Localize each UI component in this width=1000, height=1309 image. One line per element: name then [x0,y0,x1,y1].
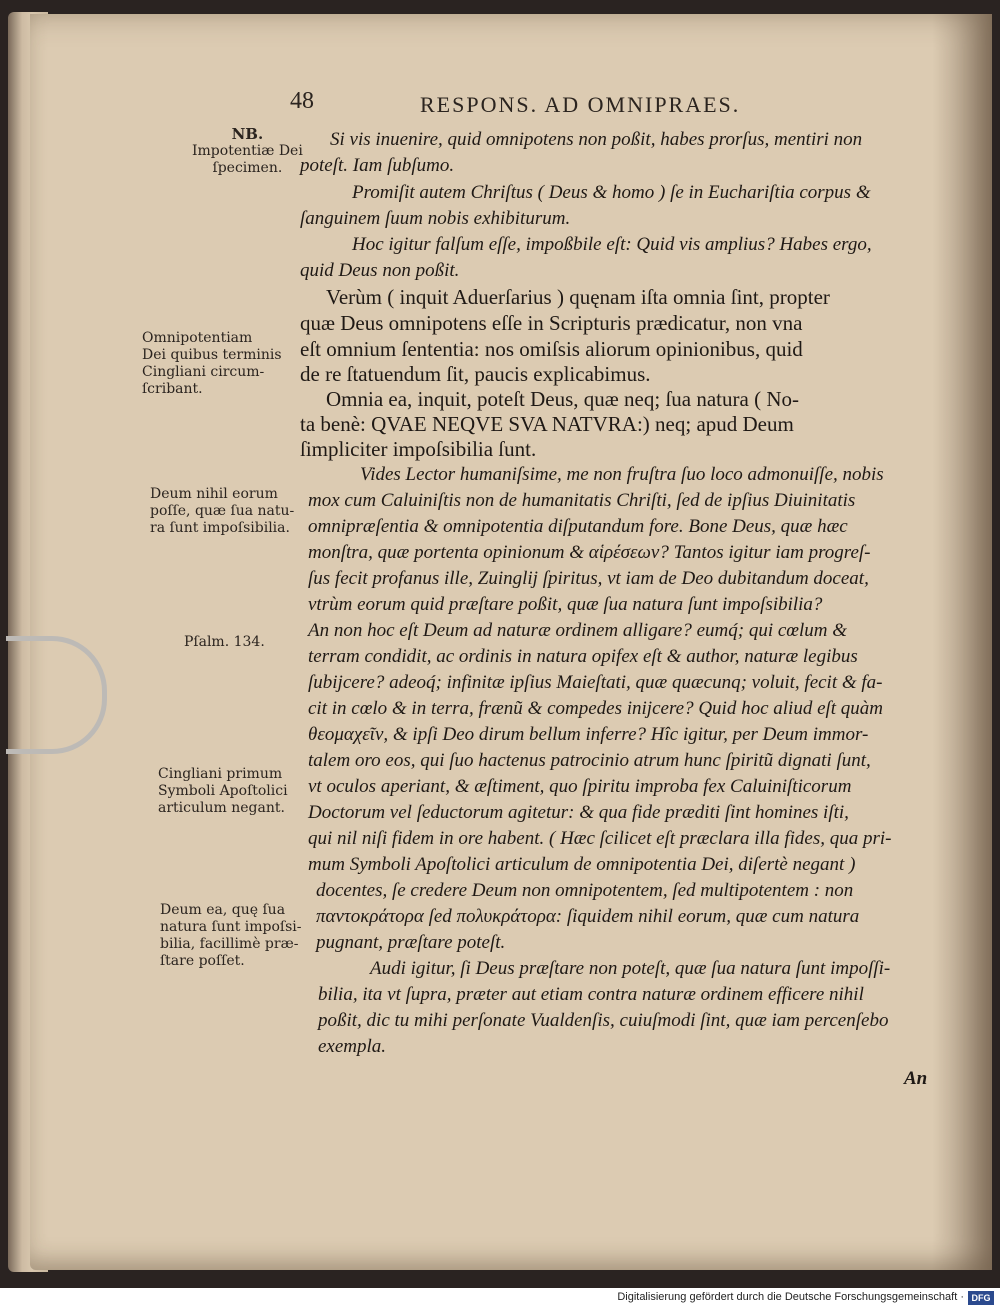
body-line: monſtra, quæ portenta opinionum & αἱρέσεων? Tantos igitur iam progreſ- [308,542,871,563]
body-line: Vides Lector humaniſsime, me non fruſtra ſuo loco admonuiſſe, nobis [360,464,884,485]
body-line: vtrùm eorum quid præſtare poßit, quæ ſua natura ſunt impoſsibilia? [308,594,823,615]
body-line: Promiſit autem Chriſtus ( Deus & homo ) ſe in Euchariſtia corpus & [352,182,871,203]
body-line: Si vis inuenire, quid omnipotens non poßit, habes prorſus, mentiri non [330,129,863,150]
body-line: de re ſtatuendum ſit, paucis explicabimus. [300,362,651,386]
digitization-footer [0,1288,1000,1309]
margin-note-line: Omnipotentiam [142,330,253,346]
body-line: θεομαχεῖν, & ipſi Deo dirum bellum inferre? Hîc igitur, per Deum immor- [308,724,869,745]
margin-note-line: poſſe, quæ ſua natu- [150,503,295,519]
body-line: quæ Deus omnipotens eſſe in Scripturis prædicatur, non vna [300,311,803,335]
body-line: παντοκράτορα ſed πολυκράτορα: ſiquidem nihil eorum, quæ cum natura [316,906,860,927]
body-line: ſus fecit profanus ille, Zuinglij ſpiritus, vt iam de Deo dubitandum doceat, [308,568,869,589]
paper-clip [6,636,107,754]
margin-note-deum-ea [160,902,302,970]
page-gutter-shadow [932,14,992,1270]
body-line: vt oculos aperiant, & æſtiment, quo ſpiritu improba fex Caluiniſticorum [308,776,852,797]
margin-note-line: ſpecimen. [212,160,283,176]
body-line: poßit, dic tu mihi perſonate Vualdenſis, cuiuſmodi ſint, quæ iam percenſebo [318,1010,889,1031]
margin-note-line: Dei quibus terminis [142,347,282,363]
margin-note-line: Symboli Apoſtolici [158,783,288,799]
margin-note-line: Impotentiæ Dei [192,143,303,159]
margin-note-nb [192,126,303,177]
body-line: docentes, ſe credere Deum non omnipotentem, ſed multipotentem : non [316,880,854,901]
body-line: ſimpliciter impoſsibilia ſunt. [300,437,537,461]
dfg-credit: Digitalisierung gefördert durch die Deutsche Forschungsgemeinschaft · [617,1291,964,1303]
margin-note-line: Pſalm. 134. [184,634,265,650]
body-line: mox cum Caluiniſtis non de humanitatis Chriſti, ſed de ipſius Diuinitatis [308,490,856,511]
body-line: Doctorum vel ſeductorum agitetur: & qua fide præditi ſint homines iſti, [308,802,849,823]
margin-note-line: Deum ea, quę ſua [160,902,286,918]
body-line: Hoc igitur falſum eſſe, impoßbile eſt: Quid vis amplius? Habes ergo, [352,234,872,255]
body-line: ſanguinem ſuum nobis exhibiturum. [300,208,571,229]
body-line: bilia, ita vt ſupra, præter aut etiam contra naturæ ordinem efficere nihil [318,984,864,1005]
body-line: Verùm ( inquit Aduerſarius ) quęnam iſta omnia ſint, propter [326,285,830,309]
margin-note-line: Cingliani primum [158,766,283,782]
body-line: exempla. [318,1036,387,1057]
body-line: ta benè: QVAE NEQVE SVA NATVRA:) neq; apud Deum [300,412,794,436]
margin-note-psalm [184,634,265,651]
body-line: Audi igitur, ſi Deus præſtare non poteſt, quæ ſua natura ſunt impoſſi- [370,958,891,979]
body-line: pugnant, præſtare poteſt. [316,932,506,953]
catchword: An [904,1068,928,1089]
margin-note-deum-nihil [150,486,294,537]
body-line: quid Deus non poßit. [300,260,460,281]
dfg-logo: DFG [968,1291,994,1305]
margin-note-line: ra ſunt impoſsibilia. [150,520,290,536]
body-line: qui nil niſi fidem in ore habent. ( Hæc ſcilicet eſt præclara illa fides, qua pri- [308,828,892,849]
margin-note-line: bilia, facillimè præ- [160,936,299,952]
margin-note-line: Cingliani circum- [142,364,265,380]
body-line: Omnia ea, inquit, poteſt Deus, quæ neq; ſua natura ( No- [326,387,799,411]
margin-note-line: natura ſunt impoſsi- [160,919,302,935]
margin-note-omnipotentiam [142,330,282,398]
margin-note-line: NB. [231,125,264,143]
page-header [290,88,850,122]
body-line: cit in cœlo & in terra, frænũ & compedes inijcere? Quid hoc aliud eſt quàm [308,698,884,719]
body-line: eſt omnium ſententia: nos omiſsis aliorum opinionibus, quid [300,337,803,361]
margin-note-line: ſcribant. [142,381,203,397]
page-number: 48 [290,88,314,114]
body-line: terram condidit, ac ordinis in natura opifex eſt & author, naturæ legibus [308,646,858,667]
body-line: poteſt. Iam ſubſumo. [300,155,455,176]
body-line: mum Symboli Apoſtolici articulum de omnipotentia Dei, diſertè negant ) [308,854,856,875]
margin-note-line: ſtare poſſet. [160,953,245,969]
margin-note-line: articulum negant. [158,800,285,816]
margin-note-line: Deum nihil eorum [150,486,278,502]
body-line: talem oro eos, qui ſuo hactenus patrocinio atrum hunc ſpiritũ dignati ſunt, [308,750,871,771]
body-line: An non hoc eſt Deum ad naturæ ordinem alligare? eumq́; qui cœlum & [308,620,847,641]
margin-note-cingliani [158,766,288,817]
running-head: RESPONS. AD OMNIPRAES. [420,92,741,117]
body-line: ſubijcere? adeoq́; infinitæ ipſius Maieſtati, quæ quæcunq; voluit, fecit & fa- [308,672,883,693]
body-line: omnipræſentia & omnipotentia diſputandum fore. Bone Deus, quæ hæc [308,516,848,537]
